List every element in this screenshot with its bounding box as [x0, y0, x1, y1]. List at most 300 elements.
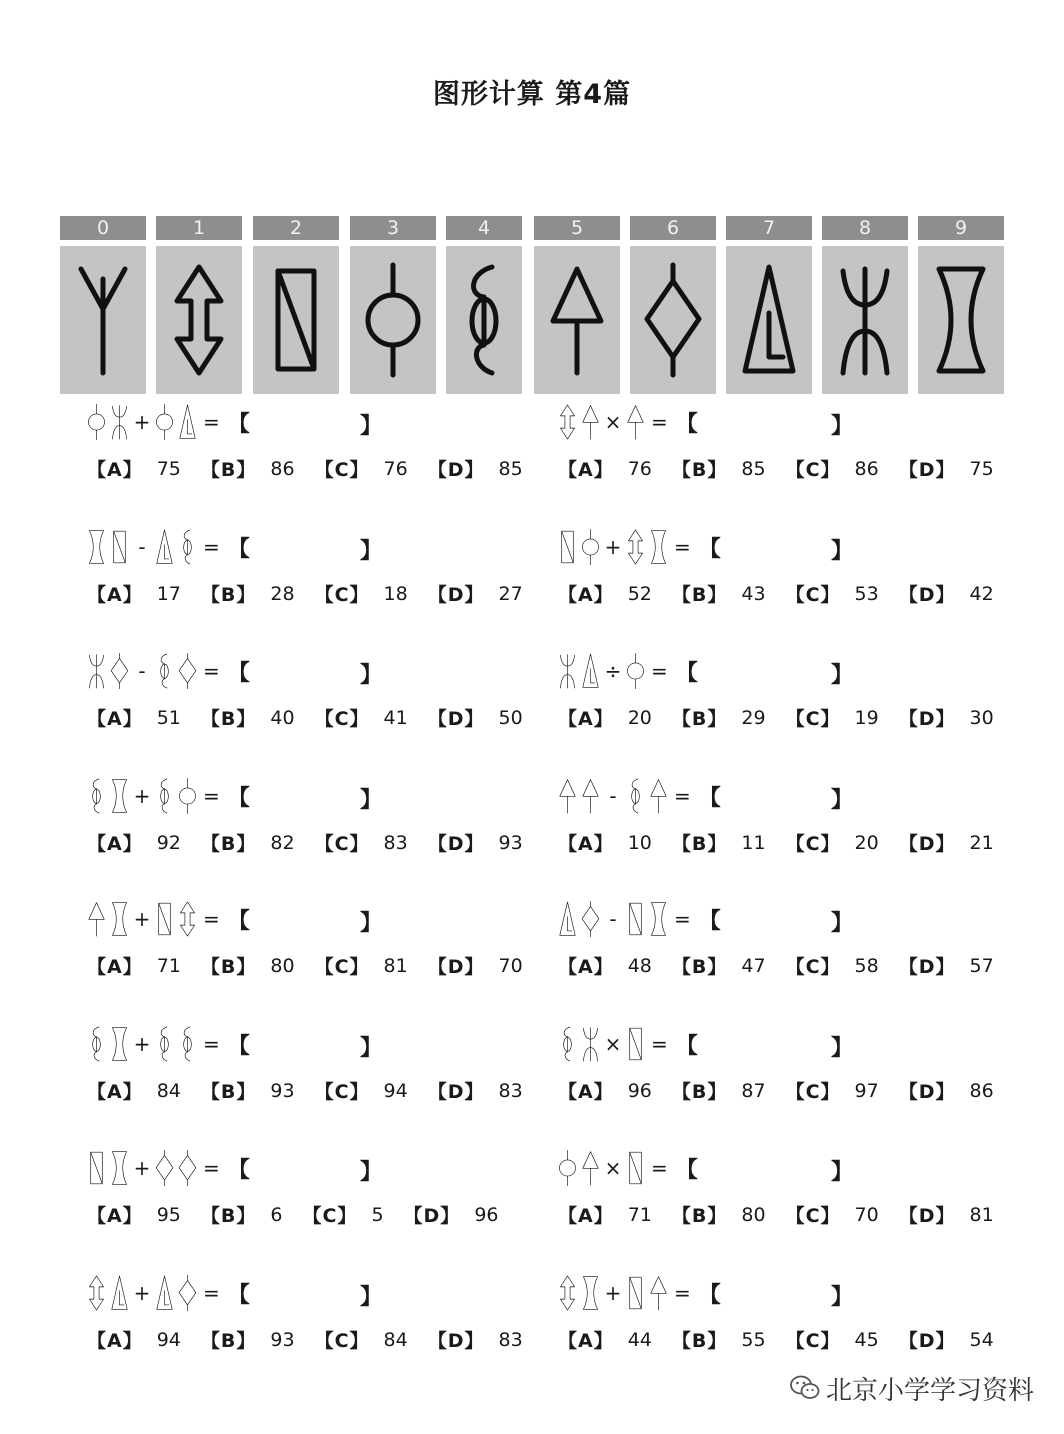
option-label: 【A】: [558, 1330, 614, 1352]
problem-10: [556, 900, 996, 1000]
option-value: 5: [371, 1203, 384, 1226]
option[interactable]: [899, 952, 994, 979]
option[interactable]: [201, 952, 295, 979]
option[interactable]: [428, 580, 523, 607]
glyph-5-icon: [647, 1274, 670, 1312]
option[interactable]: [672, 580, 766, 607]
answer-options: [87, 829, 543, 856]
option-label: 【C】: [314, 833, 370, 855]
option-value: 10: [627, 831, 652, 854]
option-label: 【A】: [87, 584, 143, 606]
legend-digit: 5: [534, 216, 620, 240]
option-label: 【B】: [671, 833, 728, 855]
glyph-2-icon: [153, 900, 176, 938]
equation: [556, 1025, 698, 1063]
glyph-6-icon: [176, 652, 199, 690]
option-label: 【D】: [427, 1081, 485, 1103]
answer-options: [87, 1201, 519, 1228]
option-label: 【C】: [785, 1205, 841, 1227]
option[interactable]: [428, 829, 523, 856]
option-value: 75: [156, 457, 181, 480]
legend-digit: 3: [350, 216, 436, 240]
answer-options: [558, 1326, 1014, 1353]
operator: -: [138, 535, 146, 559]
option-value: 54: [969, 1328, 994, 1351]
option[interactable]: [786, 952, 879, 979]
operator: ×: [604, 410, 622, 434]
option-value: 45: [854, 1328, 879, 1351]
glyph-8-icon: [556, 652, 579, 690]
legend-cell-2: [253, 216, 339, 394]
glyph-5-icon: [579, 777, 602, 815]
glyph-8-icon: [85, 652, 108, 690]
option-label: 【B】: [200, 459, 257, 481]
equals-sign: =: [651, 1032, 668, 1056]
option-label: 【D】: [898, 956, 956, 978]
option-value: 27: [498, 582, 523, 605]
option-label: 【C】: [302, 1205, 358, 1227]
problem-11: [85, 1025, 525, 1125]
option[interactable]: [558, 1077, 652, 1104]
option-label: 【A】: [87, 708, 143, 730]
glyph-5-icon: [579, 403, 602, 441]
option[interactable]: [786, 1077, 879, 1104]
option-value: 93: [270, 1079, 295, 1102]
problem-1: [85, 403, 525, 503]
option[interactable]: [428, 952, 523, 979]
glyph-2-icon: [556, 528, 579, 566]
answer-bracket-open: 【: [227, 536, 250, 562]
equals-sign: =: [651, 1156, 668, 1180]
option-value: 19: [854, 706, 879, 729]
answer-options: [558, 1201, 1014, 1228]
option[interactable]: [558, 455, 652, 482]
legend-glyph-box: [253, 246, 339, 394]
equation: [556, 1149, 698, 1187]
option[interactable]: [315, 1077, 408, 1104]
answer-options: [558, 580, 1014, 607]
answer-bracket-close: 】: [360, 663, 383, 688]
answer-bracket-open: 【: [698, 908, 721, 934]
option-label: 【C】: [785, 584, 841, 606]
glyph-1-icon: [167, 261, 231, 379]
option[interactable]: [672, 704, 766, 731]
option-value: 84: [383, 1328, 408, 1351]
option-value: 93: [498, 831, 523, 854]
answer-bracket-open: 【: [227, 1157, 250, 1183]
option-value: 93: [270, 1328, 295, 1351]
glyph-1-icon: [85, 1274, 108, 1312]
equation: [556, 1274, 721, 1312]
option[interactable]: [672, 829, 766, 856]
glyph-9-icon: [108, 1025, 131, 1063]
option[interactable]: [786, 829, 879, 856]
answer-bracket-open: 【: [698, 1282, 721, 1308]
glyph-6-icon: [108, 652, 131, 690]
option-value: 40: [270, 706, 295, 729]
equals-sign: =: [674, 535, 691, 559]
legend-digit: 0: [60, 216, 146, 240]
glyph-2-icon: [85, 1149, 108, 1187]
glyph-7-icon: [153, 1274, 176, 1312]
glyph-4-icon: [85, 777, 108, 815]
glyph-0-icon: [71, 261, 135, 379]
option[interactable]: [302, 1201, 383, 1228]
option[interactable]: [786, 1326, 879, 1353]
option[interactable]: [315, 704, 408, 731]
option-label: 【C】: [785, 833, 841, 855]
option[interactable]: [558, 580, 652, 607]
option-value: 55: [741, 1328, 766, 1351]
equals-sign: =: [674, 1281, 691, 1305]
option-label: 【D】: [427, 708, 485, 730]
equals-sign: =: [203, 907, 220, 931]
glyph-2-icon: [624, 900, 647, 938]
option-label: 【C】: [785, 1330, 841, 1352]
problem-16: [556, 1274, 996, 1374]
equals-sign: =: [203, 784, 220, 808]
page-title: 图形计算 第4篇: [432, 79, 632, 110]
glyph-3-icon: [85, 403, 108, 441]
option[interactable]: [315, 455, 408, 482]
option[interactable]: [558, 1326, 652, 1353]
option-label: 【D】: [898, 833, 956, 855]
legend-digit: 4: [446, 216, 522, 240]
answer-bracket-close: 】: [831, 539, 854, 564]
option-value: 81: [383, 954, 408, 977]
option-value: 50: [498, 706, 523, 729]
legend-glyph-box: [726, 246, 812, 394]
equals-sign: =: [203, 535, 220, 559]
option[interactable]: [315, 1326, 408, 1353]
option[interactable]: [201, 1326, 295, 1353]
glyph-3-icon: [624, 652, 647, 690]
option[interactable]: [87, 952, 181, 979]
option-value: 48: [627, 954, 652, 977]
glyph-1-icon: [624, 528, 647, 566]
glyph-9-icon: [579, 1274, 602, 1312]
legend-cell-6: [630, 216, 716, 394]
option-label: 【C】: [314, 1081, 370, 1103]
option-label: 【C】: [314, 584, 370, 606]
equation: [556, 403, 698, 441]
problem-12: [556, 1025, 996, 1125]
glyph-4-icon: [176, 1025, 199, 1063]
legend-glyph-box: [534, 246, 620, 394]
option[interactable]: [672, 1326, 766, 1353]
answer-bracket-close: 】: [360, 788, 383, 813]
glyph-9-icon: [108, 1149, 131, 1187]
option-label: 【D】: [898, 459, 956, 481]
watermark-text: 北京小学学习资料: [826, 1375, 1035, 1406]
operator: -: [609, 784, 617, 808]
option[interactable]: [87, 455, 181, 482]
problem-9: [85, 900, 525, 1000]
option[interactable]: [899, 580, 994, 607]
option[interactable]: [428, 1077, 523, 1104]
problem-14: [556, 1149, 996, 1249]
option-label: 【A】: [558, 956, 614, 978]
option-value: 87: [741, 1079, 766, 1102]
option[interactable]: [201, 829, 295, 856]
legend-cell-0: [60, 216, 146, 394]
problem-6: [556, 652, 996, 752]
equals-sign: =: [203, 659, 220, 683]
option[interactable]: [899, 1326, 994, 1353]
legend-digit: 8: [822, 216, 908, 240]
answer-bracket-close: 】: [831, 1160, 854, 1185]
option-value: 11: [741, 831, 766, 854]
legend-digit: 9: [918, 216, 1004, 240]
option-value: 76: [383, 457, 408, 480]
option-value: 85: [498, 457, 523, 480]
equation: [85, 528, 250, 566]
problem-5: [85, 652, 525, 752]
option-label: 【A】: [558, 708, 614, 730]
legend-cell-4: [446, 216, 522, 394]
option-label: 【A】: [87, 1330, 143, 1352]
option[interactable]: [201, 1077, 295, 1104]
option-label: 【C】: [314, 459, 370, 481]
option[interactable]: [672, 952, 766, 979]
glyph-6-icon: [176, 1149, 199, 1187]
problem-15: [85, 1274, 525, 1374]
glyph-6-icon: [641, 261, 705, 379]
operator: ÷: [604, 659, 622, 683]
option[interactable]: [672, 1201, 766, 1228]
operator: +: [604, 1281, 622, 1305]
glyph-6-icon: [153, 1149, 176, 1187]
glyph-8-icon: [579, 1025, 602, 1063]
glyph-5-icon: [647, 777, 670, 815]
option-label: 【D】: [403, 1205, 461, 1227]
operator: ×: [604, 1032, 622, 1056]
glyph-7-icon: [737, 261, 801, 379]
option[interactable]: [87, 580, 181, 607]
equation: [556, 777, 721, 815]
option[interactable]: [315, 952, 408, 979]
option-value: 43: [741, 582, 766, 605]
legend-glyph-box: [630, 246, 716, 394]
problem-7: [85, 777, 525, 877]
answer-bracket-open: 【: [227, 908, 250, 934]
option[interactable]: [558, 1201, 652, 1228]
option[interactable]: [201, 455, 295, 482]
answer-bracket-close: 】: [831, 788, 854, 813]
legend-cell-3: [350, 216, 436, 394]
option-label: 【D】: [898, 584, 956, 606]
option-label: 【B】: [671, 459, 728, 481]
operator: +: [133, 784, 151, 808]
option[interactable]: [899, 1201, 994, 1228]
glyph-5-icon: [545, 261, 609, 379]
glyph-9-icon: [85, 528, 108, 566]
option-value: 92: [156, 831, 181, 854]
glyph-9-icon: [929, 261, 993, 379]
legend-cell-9: [918, 216, 1004, 394]
option-label: 【C】: [314, 708, 370, 730]
equation: [556, 528, 721, 566]
legend-cell-8: [822, 216, 908, 394]
glyph-3-icon: [176, 777, 199, 815]
option-label: 【D】: [427, 956, 485, 978]
option-value: 42: [969, 582, 994, 605]
option[interactable]: [558, 952, 652, 979]
option-value: 6: [270, 1203, 283, 1226]
equation: [556, 652, 698, 690]
option[interactable]: [87, 829, 181, 856]
glyph-4-icon: [556, 1025, 579, 1063]
answer-bracket-open: 【: [227, 1282, 250, 1308]
option[interactable]: [201, 704, 295, 731]
option-label: 【A】: [87, 956, 143, 978]
answer-bracket-open: 【: [698, 785, 721, 811]
option-value: 44: [627, 1328, 652, 1351]
option-label: 【D】: [427, 833, 485, 855]
option[interactable]: [315, 829, 408, 856]
glyph-3-icon: [361, 261, 425, 379]
glyph-2-icon: [624, 1025, 647, 1063]
legend-digit: 2: [253, 216, 339, 240]
legend-glyph-box: [156, 246, 242, 394]
option-label: 【B】: [671, 708, 728, 730]
answer-options: [558, 952, 1014, 979]
wechat-icon: [790, 1374, 820, 1402]
glyph-5-icon: [624, 403, 647, 441]
answer-bracket-close: 】: [360, 414, 383, 439]
option-label: 【A】: [558, 1081, 614, 1103]
option[interactable]: [87, 1077, 181, 1104]
glyph-3-icon: [579, 528, 602, 566]
answer-bracket-open: 【: [227, 660, 250, 686]
answer-bracket-open: 【: [227, 785, 250, 811]
option-label: 【B】: [200, 1205, 257, 1227]
option[interactable]: [899, 704, 994, 731]
equation: [85, 1025, 250, 1063]
option[interactable]: [315, 580, 408, 607]
answer-bracket-open: 【: [698, 536, 721, 562]
option-label: 【D】: [898, 1205, 956, 1227]
option-value: 85: [741, 457, 766, 480]
option-value: 29: [741, 706, 766, 729]
option[interactable]: [87, 1201, 181, 1228]
option-label: 【A】: [87, 833, 143, 855]
option-value: 97: [854, 1079, 879, 1102]
equation: [556, 900, 721, 938]
option[interactable]: [201, 1201, 283, 1228]
answer-bracket-close: 】: [360, 1285, 383, 1310]
option[interactable]: [428, 1326, 523, 1353]
glyph-7-icon: [556, 900, 579, 938]
problem-3: [85, 528, 525, 628]
equals-sign: =: [203, 410, 220, 434]
answer-bracket-close: 】: [831, 911, 854, 936]
option-label: 【C】: [785, 459, 841, 481]
option[interactable]: [87, 1326, 181, 1353]
glyph-2-icon: [108, 528, 131, 566]
option[interactable]: [558, 829, 652, 856]
option-label: 【B】: [200, 584, 257, 606]
equation: [85, 777, 250, 815]
equals-sign: =: [203, 1032, 220, 1056]
glyph-8-icon: [833, 261, 897, 379]
option[interactable]: [404, 1201, 499, 1228]
option-label: 【B】: [671, 1081, 728, 1103]
problem-4: [556, 528, 996, 628]
glyph-4-icon: [153, 777, 176, 815]
option-value: 95: [156, 1203, 181, 1226]
glyph-5-icon: [579, 1149, 602, 1187]
glyph-9-icon: [108, 900, 131, 938]
option-value: 83: [498, 1079, 523, 1102]
equals-sign: =: [651, 410, 668, 434]
option[interactable]: [428, 455, 523, 482]
option[interactable]: [672, 1077, 766, 1104]
answer-bracket-open: 【: [675, 411, 698, 437]
problem-2: [556, 403, 996, 503]
answer-options: [558, 455, 1014, 482]
glyph-6-icon: [579, 900, 602, 938]
answer-options: [558, 1077, 1014, 1104]
digit-legend: [60, 216, 1008, 394]
answer-options: [558, 829, 1014, 856]
option[interactable]: [899, 1077, 994, 1104]
answer-options: [87, 1077, 543, 1104]
option-value: 83: [498, 1328, 523, 1351]
option[interactable]: [786, 1201, 879, 1228]
option-label: 【B】: [671, 1205, 728, 1227]
glyph-4-icon: [153, 1025, 176, 1063]
option-label: 【C】: [785, 956, 841, 978]
option[interactable]: [558, 704, 652, 731]
glyph-4-icon: [624, 777, 647, 815]
watermark: [790, 1368, 1034, 1408]
legend-glyph-box: [822, 246, 908, 394]
option[interactable]: [786, 580, 879, 607]
legend-cell-7: [726, 216, 812, 394]
operator: +: [133, 1032, 151, 1056]
option-value: 81: [969, 1203, 994, 1226]
glyph-5-icon: [556, 777, 579, 815]
option[interactable]: [899, 829, 994, 856]
option[interactable]: [786, 704, 879, 731]
glyph-2-icon: [624, 1274, 647, 1312]
glyph-5-icon: [85, 900, 108, 938]
option[interactable]: [87, 704, 181, 731]
answer-options: [87, 952, 543, 979]
option-value: 20: [627, 706, 652, 729]
option[interactable]: [201, 580, 295, 607]
answer-bracket-close: 】: [831, 1036, 854, 1061]
operator: +: [133, 907, 151, 931]
option-value: 53: [854, 582, 879, 605]
glyph-9-icon: [647, 528, 670, 566]
glyph-4-icon: [153, 652, 176, 690]
option-value: 84: [156, 1079, 181, 1102]
option[interactable]: [786, 455, 879, 482]
glyph-4-icon: [176, 528, 199, 566]
option-value: 83: [383, 831, 408, 854]
answer-options: [87, 455, 543, 482]
equation: [85, 403, 250, 441]
option-label: 【A】: [87, 459, 143, 481]
option-label: 【B】: [200, 956, 257, 978]
option[interactable]: [672, 455, 766, 482]
glyph-1-icon: [556, 1274, 579, 1312]
option[interactable]: [428, 704, 523, 731]
option[interactable]: [899, 455, 994, 482]
option-label: 【D】: [898, 1081, 956, 1103]
